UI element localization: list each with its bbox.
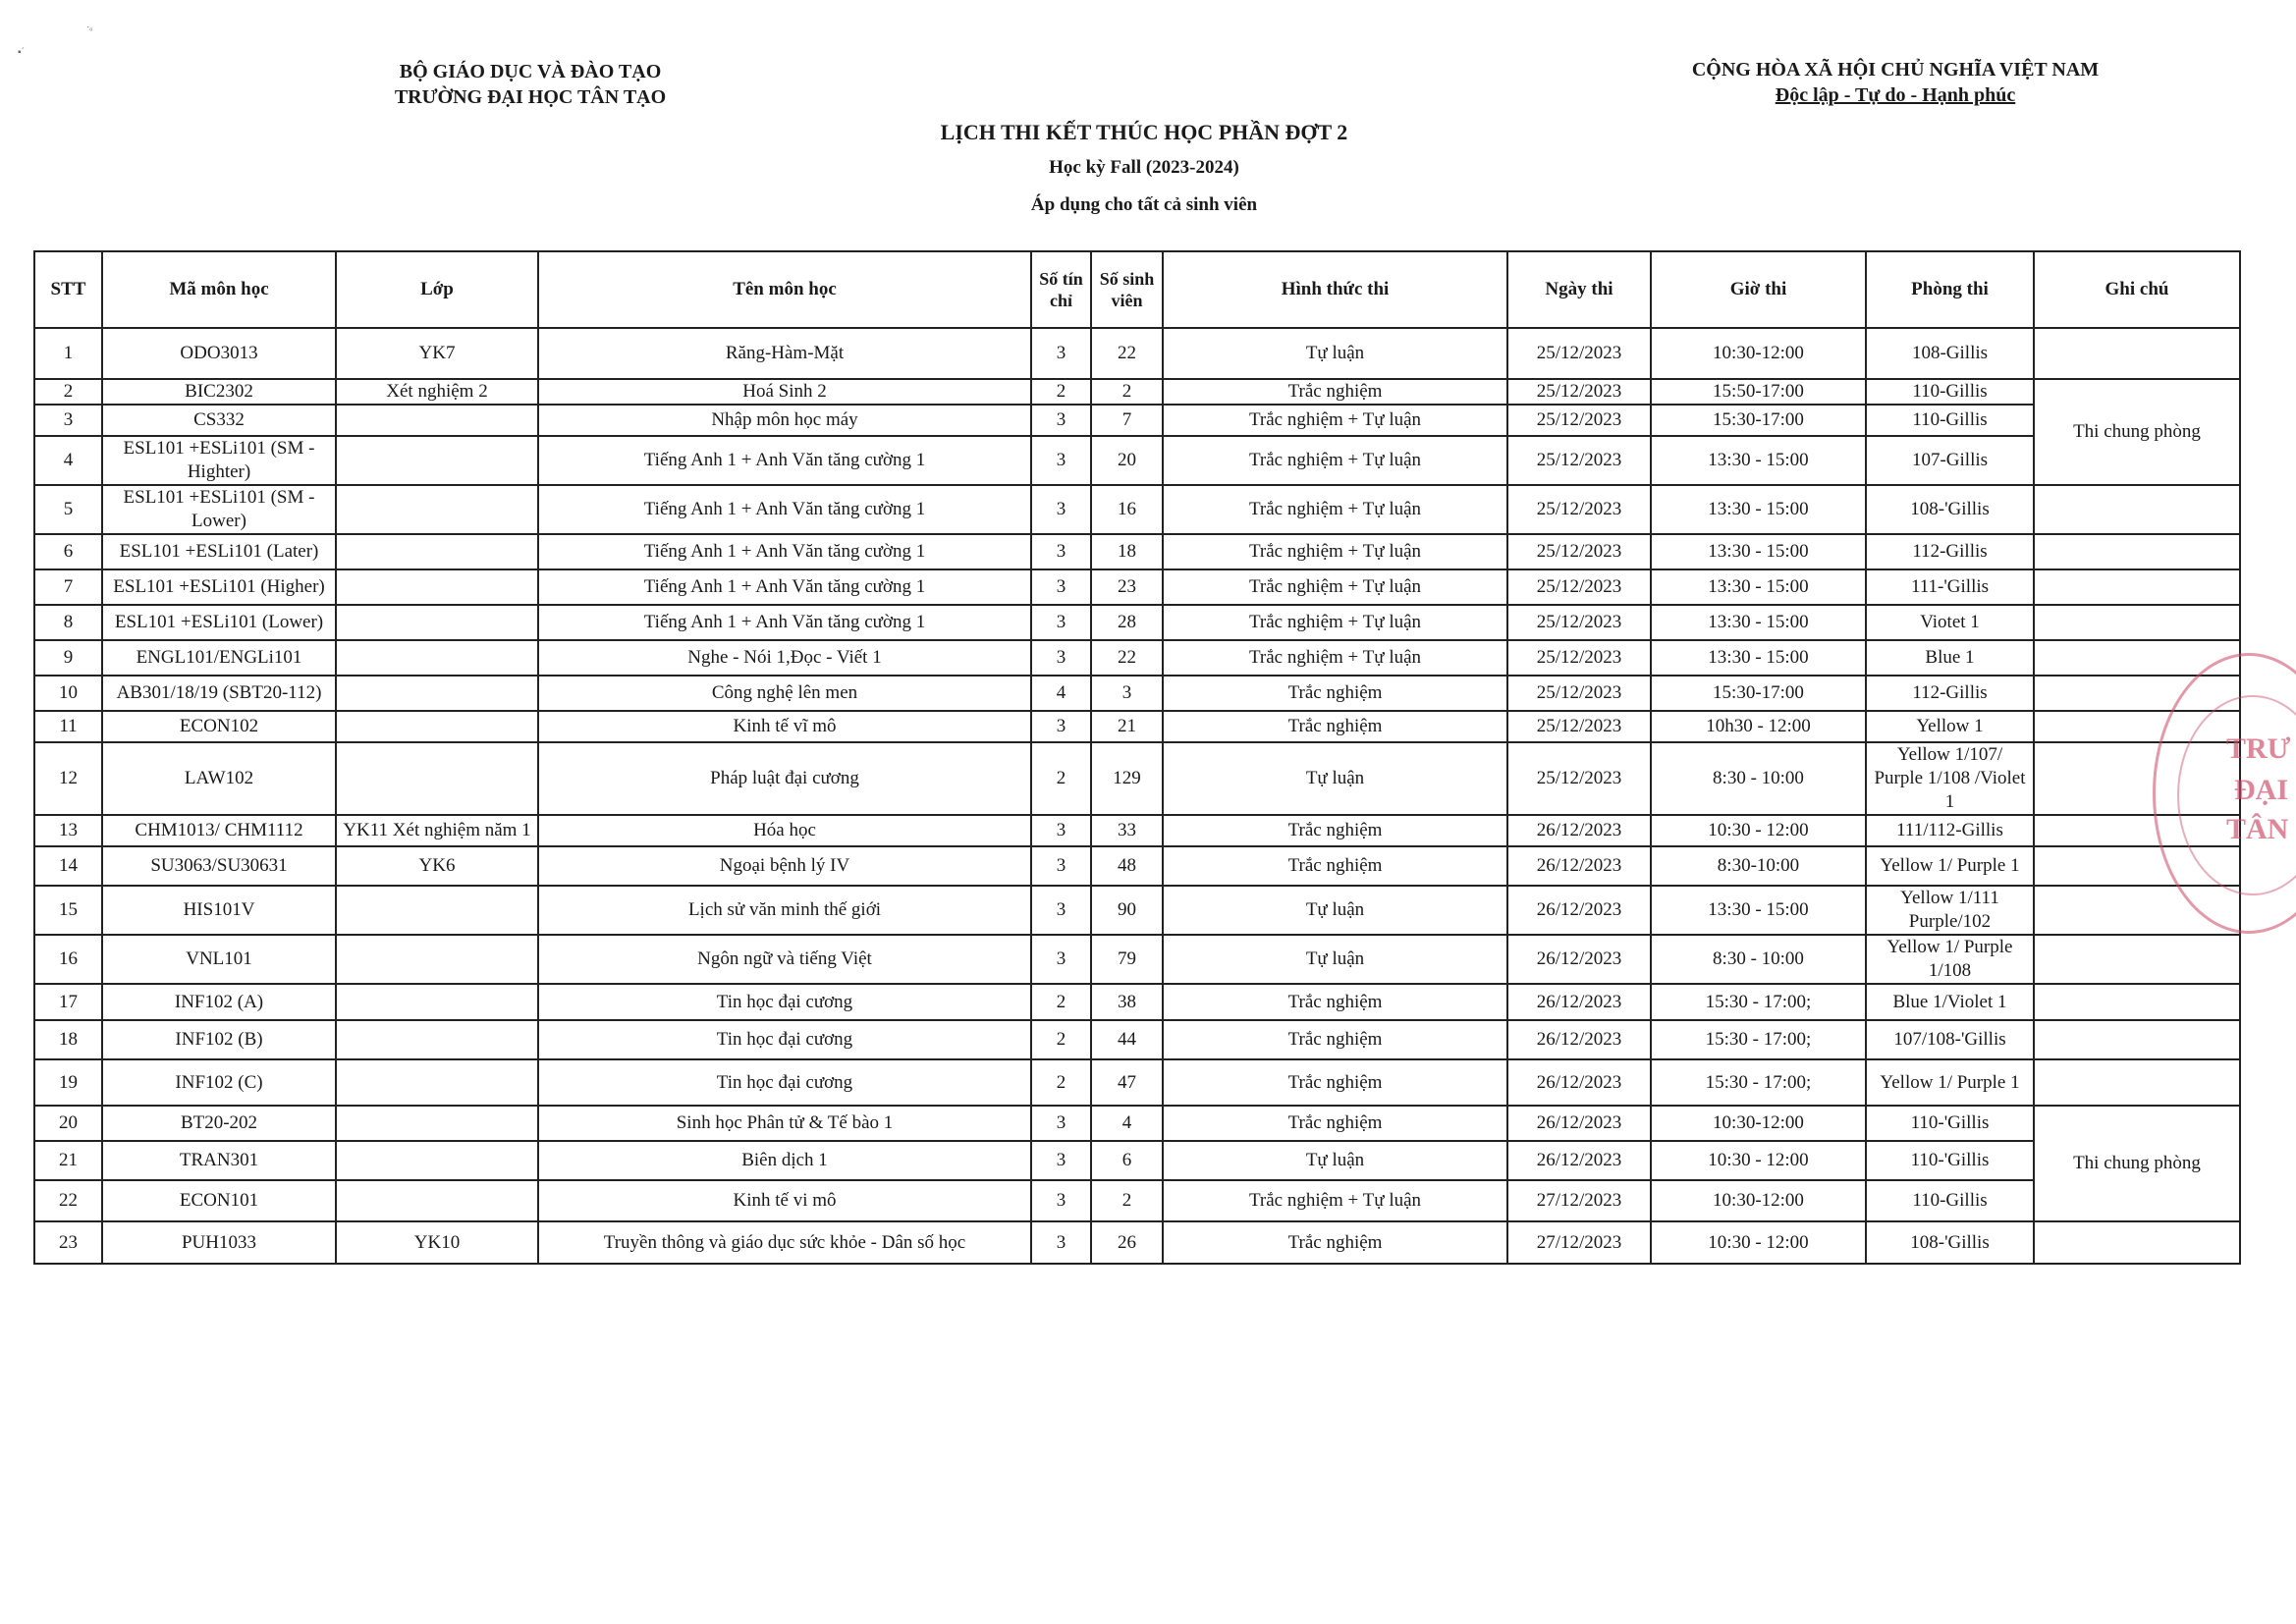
cell-date: 25/12/2023 <box>1507 676 1651 711</box>
header-students: Số sinh viên <box>1091 251 1163 328</box>
cell-credits: 3 <box>1031 711 1091 742</box>
cell-room: 108-'Gillis <box>1866 485 2034 534</box>
official-seal: TRƯ ĐẠI TÂN <box>2153 653 2296 934</box>
table-row <box>34 569 2240 605</box>
cell-format: Trắc nghiệm + Tự luận <box>1163 1180 1507 1221</box>
cell-time: 13:30 - 15:00 <box>1651 569 1866 605</box>
cell-room: 112-Gillis <box>1866 534 2034 569</box>
document-titles <box>687 116 1601 224</box>
cell-students: 23 <box>1091 569 1163 605</box>
cell-students: 22 <box>1091 328 1163 379</box>
cell-code: ESL101 +ESLi101 (Lower) <box>102 605 336 640</box>
cell-time: 10h30 - 12:00 <box>1651 711 1866 742</box>
table-row <box>34 711 2240 742</box>
cell-class <box>336 935 538 984</box>
cell-code: BT20-202 <box>102 1106 336 1141</box>
cell-time: 10:30-12:00 <box>1651 1106 1866 1141</box>
cell-stt: 5 <box>34 485 102 534</box>
cell-credits: 3 <box>1031 640 1091 676</box>
cell-note: Thi chung phòng <box>2034 1106 2240 1221</box>
cell-note <box>2034 485 2240 534</box>
cell-date: 25/12/2023 <box>1507 405 1651 436</box>
cell-note <box>2034 569 2240 605</box>
cell-room: Yellow 1/ Purple 1 <box>1866 846 2034 886</box>
cell-date: 25/12/2023 <box>1507 436 1651 485</box>
cell-class <box>336 886 538 935</box>
cell-students: 48 <box>1091 846 1163 886</box>
cell-date: 27/12/2023 <box>1507 1221 1651 1264</box>
cell-class <box>336 711 538 742</box>
cell-code: INF102 (C) <box>102 1059 336 1106</box>
cell-course: Kinh tế vĩ mô <box>538 711 1031 742</box>
cell-format: Trắc nghiệm + Tự luận <box>1163 405 1507 436</box>
table-header-row <box>34 251 2240 328</box>
cell-class <box>336 984 538 1020</box>
cell-students: 129 <box>1091 742 1163 815</box>
cell-stt: 18 <box>34 1020 102 1059</box>
cell-students: 18 <box>1091 534 1163 569</box>
cell-stt: 6 <box>34 534 102 569</box>
cell-time: 15:30 - 17:00; <box>1651 1059 1866 1106</box>
cell-students: 21 <box>1091 711 1163 742</box>
cell-credits: 3 <box>1031 569 1091 605</box>
header-credits: Số tín chỉ <box>1031 251 1091 328</box>
table-row <box>34 405 2240 436</box>
cell-room: Yellow 1/107/ Purple 1/108 /Violet 1 <box>1866 742 2034 815</box>
cell-course: Kinh tế vi mô <box>538 1180 1031 1221</box>
scan-mark: ˙ᵒ <box>86 26 93 36</box>
cell-class <box>336 534 538 569</box>
cell-room: 111-'Gillis <box>1866 569 2034 605</box>
cell-class <box>336 569 538 605</box>
cell-code: PUH1033 <box>102 1221 336 1264</box>
cell-time: 15:30-17:00 <box>1651 405 1866 436</box>
cell-code: ECON101 <box>102 1180 336 1221</box>
cell-note <box>2034 1221 2240 1264</box>
table-row <box>34 485 2240 534</box>
cell-note <box>2034 1059 2240 1106</box>
cell-credits: 3 <box>1031 886 1091 935</box>
cell-stt: 22 <box>34 1180 102 1221</box>
cell-date: 25/12/2023 <box>1507 485 1651 534</box>
exam-schedule-table <box>33 250 2241 1265</box>
cell-credits: 3 <box>1031 815 1091 846</box>
cell-code: INF102 (A) <box>102 984 336 1020</box>
cell-stt: 2 <box>34 379 102 405</box>
cell-room: Blue 1 <box>1866 640 2034 676</box>
cell-class <box>336 676 538 711</box>
cell-code: BIC2302 <box>102 379 336 405</box>
cell-format: Trắc nghiệm <box>1163 379 1507 405</box>
cell-date: 27/12/2023 <box>1507 1180 1651 1221</box>
cell-date: 26/12/2023 <box>1507 815 1651 846</box>
cell-code: VNL101 <box>102 935 336 984</box>
cell-format: Trắc nghiệm <box>1163 676 1507 711</box>
cell-class: Xét nghiệm 2 <box>336 379 538 405</box>
cell-room: 108-'Gillis <box>1866 1221 2034 1264</box>
cell-course: Tin học đại cương <box>538 1059 1031 1106</box>
cell-students: 28 <box>1091 605 1163 640</box>
header-room: Phòng thi <box>1866 251 2034 328</box>
cell-time: 13:30 - 15:00 <box>1651 605 1866 640</box>
cell-course: Tin học đại cương <box>538 984 1031 1020</box>
table-row <box>34 1180 2240 1221</box>
cell-room: 111/112-Gillis <box>1866 815 2034 846</box>
cell-room: Yellow 1/111 Purple/102 <box>1866 886 2034 935</box>
header-stt: STT <box>34 251 102 328</box>
cell-code: HIS101V <box>102 886 336 935</box>
cell-time: 13:30 - 15:00 <box>1651 485 1866 534</box>
cell-room: 110-Gillis <box>1866 379 2034 405</box>
cell-stt: 12 <box>34 742 102 815</box>
cell-room: Yellow 1 <box>1866 711 2034 742</box>
cell-note <box>2034 605 2240 640</box>
cell-note <box>2034 935 2240 984</box>
table-row <box>34 328 2240 379</box>
cell-course: Tiếng Anh 1 + Anh Văn tăng cường 1 <box>538 485 1031 534</box>
cell-course: Ngoại bệnh lý IV <box>538 846 1031 886</box>
cell-date: 26/12/2023 <box>1507 1020 1651 1059</box>
cell-room: Yellow 1/ Purple 1 <box>1866 1059 2034 1106</box>
cell-course: Răng-Hàm-Mặt <box>538 328 1031 379</box>
cell-stt: 10 <box>34 676 102 711</box>
cell-date: 25/12/2023 <box>1507 742 1651 815</box>
cell-stt: 4 <box>34 436 102 485</box>
cell-format: Trắc nghiệm <box>1163 815 1507 846</box>
cell-format: Tự luận <box>1163 935 1507 984</box>
cell-time: 10:30 - 12:00 <box>1651 1221 1866 1264</box>
cell-code: ECON102 <box>102 711 336 742</box>
table-row <box>34 379 2240 405</box>
cell-credits: 3 <box>1031 436 1091 485</box>
table-row <box>34 935 2240 984</box>
cell-credits: 3 <box>1031 405 1091 436</box>
cell-stt: 13 <box>34 815 102 846</box>
cell-students: 33 <box>1091 815 1163 846</box>
national-motto: Độc lập - Tự do - Hạnh phúc <box>1775 84 2016 106</box>
cell-class <box>336 1020 538 1059</box>
table-body <box>34 328 2240 1264</box>
cell-course: Tin học đại cương <box>538 1020 1031 1059</box>
header-code: Mã môn học <box>102 251 336 328</box>
cell-time: 10:30 - 12:00 <box>1651 815 1866 846</box>
cell-students: 90 <box>1091 886 1163 935</box>
cell-code: AB301/18/19 (SBT20-112) <box>102 676 336 711</box>
cell-stt: 19 <box>34 1059 102 1106</box>
cell-credits: 3 <box>1031 846 1091 886</box>
cell-credits: 2 <box>1031 742 1091 815</box>
cell-credits: 2 <box>1031 1020 1091 1059</box>
cell-time: 10:30 - 12:00 <box>1651 1141 1866 1180</box>
cell-course: Biên dịch 1 <box>538 1141 1031 1180</box>
cell-format: Trắc nghiệm <box>1163 1059 1507 1106</box>
cell-code: ENGL101/ENGLi101 <box>102 640 336 676</box>
cell-credits: 3 <box>1031 1180 1091 1221</box>
header-time: Giờ thi <box>1651 251 1866 328</box>
cell-date: 26/12/2023 <box>1507 1106 1651 1141</box>
cell-students: 2 <box>1091 1180 1163 1221</box>
cell-course: Lịch sử văn minh thế giới <box>538 886 1031 935</box>
cell-class <box>336 1106 538 1141</box>
cell-code: LAW102 <box>102 742 336 815</box>
cell-format: Trắc nghiệm <box>1163 1020 1507 1059</box>
cell-class <box>336 485 538 534</box>
cell-class: YK6 <box>336 846 538 886</box>
cell-credits: 4 <box>1031 676 1091 711</box>
cell-code: ESL101 +ESLi101 (Later) <box>102 534 336 569</box>
table-row <box>34 1106 2240 1141</box>
cell-note <box>2034 984 2240 1020</box>
table-row <box>34 605 2240 640</box>
cell-time: 10:30-12:00 <box>1651 328 1866 379</box>
cell-note <box>2034 328 2240 379</box>
cell-class <box>336 742 538 815</box>
cell-course: Tiếng Anh 1 + Anh Văn tăng cường 1 <box>538 436 1031 485</box>
cell-format: Trắc nghiệm + Tự luận <box>1163 485 1507 534</box>
cell-credits: 2 <box>1031 984 1091 1020</box>
cell-stt: 23 <box>34 1221 102 1264</box>
cell-class: YK11 Xét nghiệm năm 1 <box>336 815 538 846</box>
cell-class: YK10 <box>336 1221 538 1264</box>
cell-code: INF102 (B) <box>102 1020 336 1059</box>
cell-date: 26/12/2023 <box>1507 846 1651 886</box>
cell-format: Tự luận <box>1163 886 1507 935</box>
header-class: Lớp <box>336 251 538 328</box>
scan-mark: ▪ˊ <box>18 47 25 58</box>
cell-note <box>2034 1020 2240 1059</box>
cell-time: 8:30 - 10:00 <box>1651 935 1866 984</box>
cell-stt: 9 <box>34 640 102 676</box>
cell-credits: 3 <box>1031 1106 1091 1141</box>
cell-code: SU3063/SU30631 <box>102 846 336 886</box>
cell-course: Nhập môn học máy <box>538 405 1031 436</box>
cell-code: ODO3013 <box>102 328 336 379</box>
cell-course: Sinh học Phân tử & Tế bào 1 <box>538 1106 1031 1141</box>
cell-time: 15:30 - 17:00; <box>1651 984 1866 1020</box>
cell-time: 13:30 - 15:00 <box>1651 436 1866 485</box>
cell-date: 25/12/2023 <box>1507 640 1651 676</box>
document-title: LỊCH THI KẾT THÚC HỌC PHẦN ĐỢT 2 <box>940 120 1348 144</box>
cell-stt: 14 <box>34 846 102 886</box>
header-left <box>324 59 737 110</box>
cell-course: Tiếng Anh 1 + Anh Văn tăng cường 1 <box>538 569 1031 605</box>
cell-students: 7 <box>1091 405 1163 436</box>
table-row <box>34 436 2240 485</box>
cell-time: 15:30 - 17:00; <box>1651 1020 1866 1059</box>
cell-students: 6 <box>1091 1141 1163 1180</box>
cell-date: 25/12/2023 <box>1507 605 1651 640</box>
cell-students: 38 <box>1091 984 1163 1020</box>
cell-stt: 15 <box>34 886 102 935</box>
cell-date: 26/12/2023 <box>1507 935 1651 984</box>
cell-time: 8:30-10:00 <box>1651 846 1866 886</box>
cell-format: Trắc nghiệm + Tự luận <box>1163 605 1507 640</box>
table-row <box>34 676 2240 711</box>
cell-date: 25/12/2023 <box>1507 534 1651 569</box>
cell-students: 4 <box>1091 1106 1163 1141</box>
cell-code: TRAN301 <box>102 1141 336 1180</box>
cell-code: ESL101 +ESLi101 (SM - Lower) <box>102 485 336 534</box>
table-row <box>34 846 2240 886</box>
header-right <box>1669 57 2121 108</box>
cell-date: 25/12/2023 <box>1507 328 1651 379</box>
cell-course: Hóa học <box>538 815 1031 846</box>
cell-format: Trắc nghiệm <box>1163 1106 1507 1141</box>
table-row <box>34 1141 2240 1180</box>
cell-date: 26/12/2023 <box>1507 984 1651 1020</box>
header-format: Hình thức thi <box>1163 251 1507 328</box>
cell-class <box>336 1141 538 1180</box>
cell-room: 112-Gillis <box>1866 676 2034 711</box>
cell-students: 2 <box>1091 379 1163 405</box>
cell-room: 110-'Gillis <box>1866 1141 2034 1180</box>
cell-room: 110-Gillis <box>1866 405 2034 436</box>
cell-time: 13:30 - 15:00 <box>1651 886 1866 935</box>
cell-format: Trắc nghiệm <box>1163 711 1507 742</box>
table-row <box>34 640 2240 676</box>
cell-credits: 3 <box>1031 485 1091 534</box>
cell-date: 25/12/2023 <box>1507 711 1651 742</box>
cell-time: 13:30 - 15:00 <box>1651 640 1866 676</box>
cell-course: Hoá Sinh 2 <box>538 379 1031 405</box>
cell-note <box>2034 534 2240 569</box>
table-row <box>34 742 2240 815</box>
cell-date: 26/12/2023 <box>1507 1141 1651 1180</box>
cell-room: 107-Gillis <box>1866 436 2034 485</box>
cell-course: Truyền thông và giáo dục sức khỏe - Dân số học <box>538 1221 1031 1264</box>
cell-time: 15:30-17:00 <box>1651 676 1866 711</box>
cell-note: Thi chung phòng <box>2034 379 2240 485</box>
table-row <box>34 815 2240 846</box>
table-row <box>34 886 2240 935</box>
cell-students: 3 <box>1091 676 1163 711</box>
cell-class: YK7 <box>336 328 538 379</box>
cell-date: 26/12/2023 <box>1507 886 1651 935</box>
cell-format: Trắc nghiệm + Tự luận <box>1163 436 1507 485</box>
cell-date: 25/12/2023 <box>1507 569 1651 605</box>
cell-students: 79 <box>1091 935 1163 984</box>
cell-stt: 21 <box>34 1141 102 1180</box>
cell-date: 26/12/2023 <box>1507 1059 1651 1106</box>
cell-stt: 16 <box>34 935 102 984</box>
cell-credits: 3 <box>1031 605 1091 640</box>
cell-class <box>336 436 538 485</box>
republic-name: CỘNG HÒA XÃ HỘI CHỦ NGHĨA VIỆT NAM <box>1691 59 2100 81</box>
cell-code: ESL101 +ESLi101 (SM - Highter) <box>102 436 336 485</box>
applies-to-label: Áp dụng cho tất cả sinh viên <box>1030 194 1258 215</box>
cell-students: 20 <box>1091 436 1163 485</box>
cell-course: Tiếng Anh 1 + Anh Văn tăng cường 1 <box>538 534 1031 569</box>
cell-time: 13:30 - 15:00 <box>1651 534 1866 569</box>
cell-format: Tự luận <box>1163 742 1507 815</box>
cell-format: Trắc nghiệm <box>1163 1221 1507 1264</box>
cell-course: Tiếng Anh 1 + Anh Văn tăng cường 1 <box>538 605 1031 640</box>
cell-students: 47 <box>1091 1059 1163 1106</box>
cell-stt: 17 <box>34 984 102 1020</box>
cell-class <box>336 1059 538 1106</box>
cell-format: Trắc nghiệm + Tự luận <box>1163 569 1507 605</box>
cell-class <box>336 405 538 436</box>
cell-format: Tự luận <box>1163 1141 1507 1180</box>
cell-credits: 3 <box>1031 1221 1091 1264</box>
cell-stt: 20 <box>34 1106 102 1141</box>
cell-course: Nghe - Nói 1,Đọc - Viết 1 <box>538 640 1031 676</box>
cell-credits: 3 <box>1031 1141 1091 1180</box>
cell-code: CHM1013/ CHM1112 <box>102 815 336 846</box>
cell-credits: 3 <box>1031 935 1091 984</box>
table-row <box>34 534 2240 569</box>
header-course: Tên môn học <box>538 251 1031 328</box>
cell-class <box>336 605 538 640</box>
cell-stt: 1 <box>34 328 102 379</box>
cell-credits: 2 <box>1031 1059 1091 1106</box>
cell-format: Tự luận <box>1163 328 1507 379</box>
cell-stt: 8 <box>34 605 102 640</box>
cell-format: Trắc nghiệm + Tự luận <box>1163 640 1507 676</box>
cell-students: 44 <box>1091 1020 1163 1059</box>
cell-course: Pháp luật đại cương <box>538 742 1031 815</box>
cell-students: 22 <box>1091 640 1163 676</box>
cell-time: 8:30 - 10:00 <box>1651 742 1866 815</box>
cell-room: 110-'Gillis <box>1866 1106 2034 1141</box>
cell-time: 15:50-17:00 <box>1651 379 1866 405</box>
cell-stt: 7 <box>34 569 102 605</box>
cell-credits: 2 <box>1031 379 1091 405</box>
cell-credits: 3 <box>1031 328 1091 379</box>
table-row <box>34 1059 2240 1106</box>
cell-time: 10:30-12:00 <box>1651 1180 1866 1221</box>
cell-room: Viotet 1 <box>1866 605 2034 640</box>
cell-room: 108-Gillis <box>1866 328 2034 379</box>
cell-course: Ngôn ngữ và tiếng Việt <box>538 935 1031 984</box>
cell-class <box>336 640 538 676</box>
cell-students: 26 <box>1091 1221 1163 1264</box>
semester-label: Học kỳ Fall (2023-2024) <box>1049 157 1239 178</box>
header-date: Ngày thi <box>1507 251 1651 328</box>
cell-room: Blue 1/Violet 1 <box>1866 984 2034 1020</box>
cell-stt: 3 <box>34 405 102 436</box>
cell-room: 107/108-'Gillis <box>1866 1020 2034 1059</box>
cell-format: Trắc nghiệm <box>1163 846 1507 886</box>
cell-code: CS332 <box>102 405 336 436</box>
cell-students: 16 <box>1091 485 1163 534</box>
cell-date: 25/12/2023 <box>1507 379 1651 405</box>
header-note: Ghi chú <box>2034 251 2240 328</box>
cell-format: Trắc nghiệm <box>1163 984 1507 1020</box>
cell-course: Công nghệ lên men <box>538 676 1031 711</box>
cell-room: Yellow 1/ Purple 1/108 <box>1866 935 2034 984</box>
cell-format: Trắc nghiệm + Tự luận <box>1163 534 1507 569</box>
cell-code: ESL101 +ESLi101 (Higher) <box>102 569 336 605</box>
cell-room: 110-Gillis <box>1866 1180 2034 1221</box>
cell-credits: 3 <box>1031 534 1091 569</box>
cell-stt: 11 <box>34 711 102 742</box>
cell-class <box>336 1180 538 1221</box>
table-row <box>34 1221 2240 1264</box>
university-name: TRƯỜNG ĐẠI HỌC TÂN TẠO <box>394 86 667 108</box>
table-row <box>34 984 2240 1020</box>
table-row <box>34 1020 2240 1059</box>
ministry-name: BỘ GIÁO DỤC VÀ ĐÀO TẠO <box>399 61 662 82</box>
